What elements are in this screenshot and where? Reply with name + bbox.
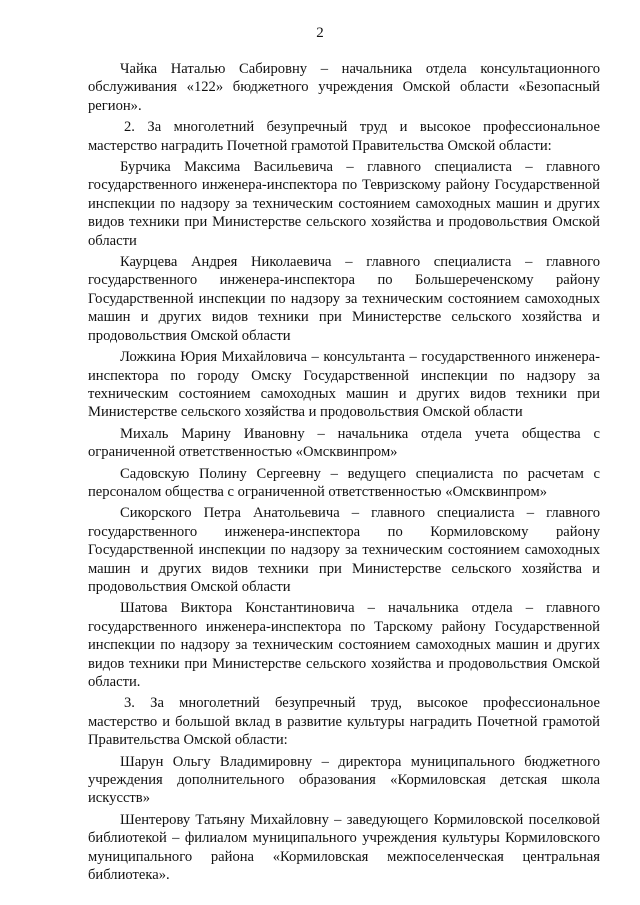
page-number: 2 <box>316 25 324 41</box>
paragraph-shatov: Шатова Виктора Константиновича – начальника отдела – главного государственного инженера-инспектора по Тарскому району Государственной инспекции по надзору за техническим состоянием самоходных машин и других видов техники при Министерстве сельского хозяйства и продовольствия Омской области. <box>88 600 600 690</box>
paragraph-lozhkin: Ложкина Юрия Михайловича – консультанта – государственного инженера-инспектора по городу Омску Государственной инспекции по надзору за техническим состоянием самоходных машин и других видов техники при Министерстве сельского хозяйства и продовольствия Омской области <box>88 349 600 421</box>
paragraph-mikhal: Михаль Марину Ивановну – начальника отдела учета общества с ограниченной ответственностью «Омсквинпром» <box>88 425 600 461</box>
section-2-heading: 2. За многолетний безупречный труд и высокое профессиональное мастерство наградить Почетной грамотой Правительства Омской области: <box>88 119 600 154</box>
paragraph-shenterova: Шентерову Татьяну Михайловну – заведующего Кормиловской поселковой библиотекой – филиалом муниципального учреждения культуры Кормиловского муниципального района «Кормиловская межпоселенческая центральная библиотека». <box>88 811 600 884</box>
paragraph-chaika: Чайка Наталью Сабировну – начальника отдела консультационного обслуживания «122» бюджетного учреждения Омской области «Безопасный регион». <box>88 61 600 114</box>
paragraph-sadovskaya: Садовскую Полину Сергеевну – ведущего специалиста по расчетам с персоналом общества с ограниченной ответственностью «Омсквинпром» <box>88 465 600 500</box>
paragraph-sharun: Шарун Ольгу Владимировну – директора муниципального бюджетного учреждения дополнительного образования «Кормиловская детская школа искусств» <box>88 753 600 807</box>
paragraph-burchik: Бурчика Максима Васильевича – главного специалиста – главного государственного инженера-инспектора по Тевризскому району Государственной инспекции по надзору за техническим состоянием самоходных машин и других видов техники при Министерстве сельского хозяйства и продовольствия Омской области <box>88 159 600 249</box>
paragraph-sikorsky: Сикорского Петра Анатольевича – главного специалиста – главного государственного инженера-инспектора по Кормиловскому району Государственной инспекции по надзору за техническим состоянием самоходных машин и других видов техники при Министерстве сельского хозяйства и продовольствия Омской области <box>88 505 600 595</box>
section-3-heading: 3. За многолетний безупречный труд, высокое профессиональное мастерство и большой вклад в развитие культуры наградить Почетной грамотой Правительства Омской области: <box>88 695 600 749</box>
document-body <box>88 60 600 884</box>
paragraph-kaurtsev: Каурцева Андрея Николаевича – главного специалиста – главного государственного инженера-инспектора по Большереченскому району Государственной инспекции по надзору за техническим состоянием самоходных машин и других видов техники при Министерстве сельского хозяйства и продовольствия Омской области <box>88 254 600 344</box>
